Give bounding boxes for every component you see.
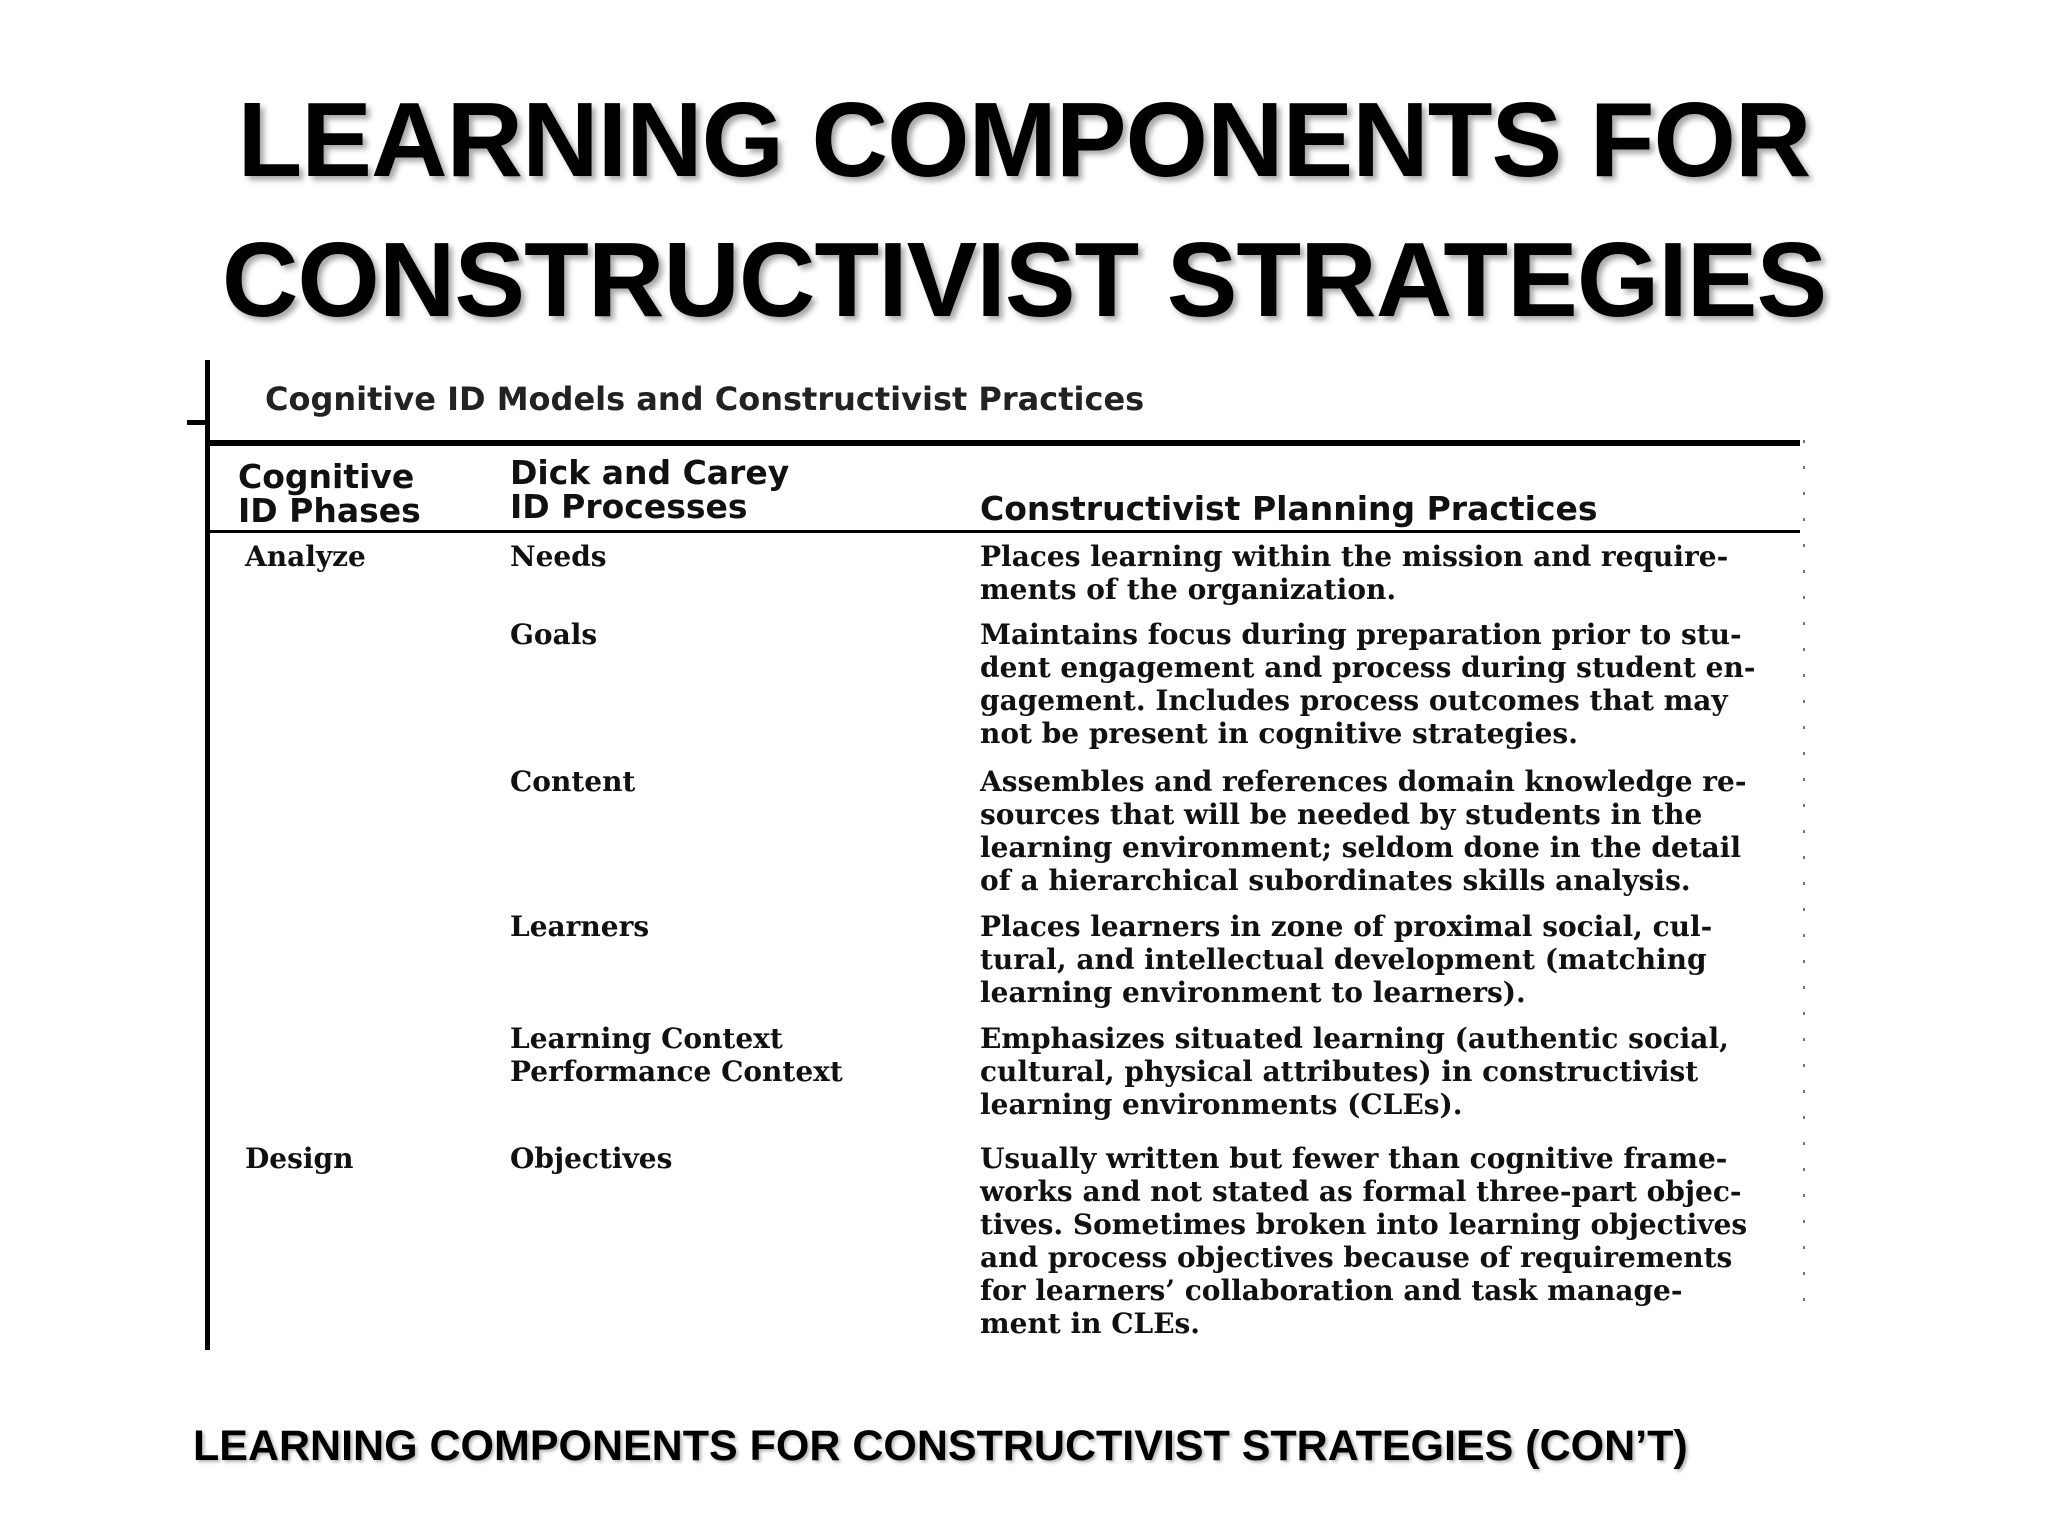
slide-title xyxy=(0,70,2048,350)
row-practice-contexts: Emphasizes situated learning (authentic social, cultural, physical attributes) in constructivist learning environments (CLEs). xyxy=(980,1022,1729,1121)
row-practice-objectives: Usually written but fewer than cognitive frame- works and not stated as formal three-part objec- tives. Sometimes broken into learning objectives and process objectives because of requirements for learners’ collaboration and task manage- ment in CLEs. xyxy=(980,1142,1748,1340)
row-practice-learners: Places learners in zone of proximal social, cul- tural, and intellectual development (matching learning environment to learners). xyxy=(980,910,1713,1009)
scanned-table-image xyxy=(205,360,1805,1350)
row-process-needs: Needs xyxy=(510,540,607,573)
table-header-rule xyxy=(210,530,1800,533)
row-process-contexts: Learning Context Performance Context xyxy=(510,1022,843,1088)
slide-title-line-1: LEARNING COMPONENTS FOR xyxy=(237,81,1811,199)
row-process-learners: Learners xyxy=(510,910,650,943)
row-process-objectives: Objectives xyxy=(510,1142,673,1175)
table-caption: Cognitive ID Models and Constructivist Practices xyxy=(265,380,1145,418)
row-practice-needs: Places learning within the mission and require- ments of the organization. xyxy=(980,540,1729,606)
table-left-tick xyxy=(187,420,209,425)
row-process-goals: Goals xyxy=(510,618,598,651)
table-top-rule xyxy=(210,440,1800,446)
slide-footer-title: LEARNING COMPONENTS FOR CONSTRUCTIVIST STRATEGIES (CON’T) xyxy=(193,1422,1688,1470)
table-left-rule xyxy=(205,360,210,1350)
row-phase-analyze: Analyze xyxy=(245,540,366,573)
slide-title-line-2: CONSTRUCTIVIST STRATEGIES xyxy=(221,221,1827,339)
row-process-content: Content xyxy=(510,765,636,798)
column-header-practices: Constructivist Planning Practices xyxy=(980,489,1598,528)
row-practice-content: Assembles and references domain knowledge re- sources that will be needed by students in the learning environment; seldom done in the detail of a hierarchical subordinates skills analysis. xyxy=(980,765,1747,897)
row-phase-design: Design xyxy=(245,1142,354,1175)
column-header-phases: Cognitive ID Phases xyxy=(238,457,421,530)
scan-edge-dots xyxy=(1803,440,1805,1320)
row-practice-goals: Maintains focus during preparation prior to stu- dent engagement and process during student en- gagement. Includes process outcomes that may not be present in cognitive strategies. xyxy=(980,618,1756,750)
column-header-processes: Dick and Carey ID Processes xyxy=(510,453,790,526)
